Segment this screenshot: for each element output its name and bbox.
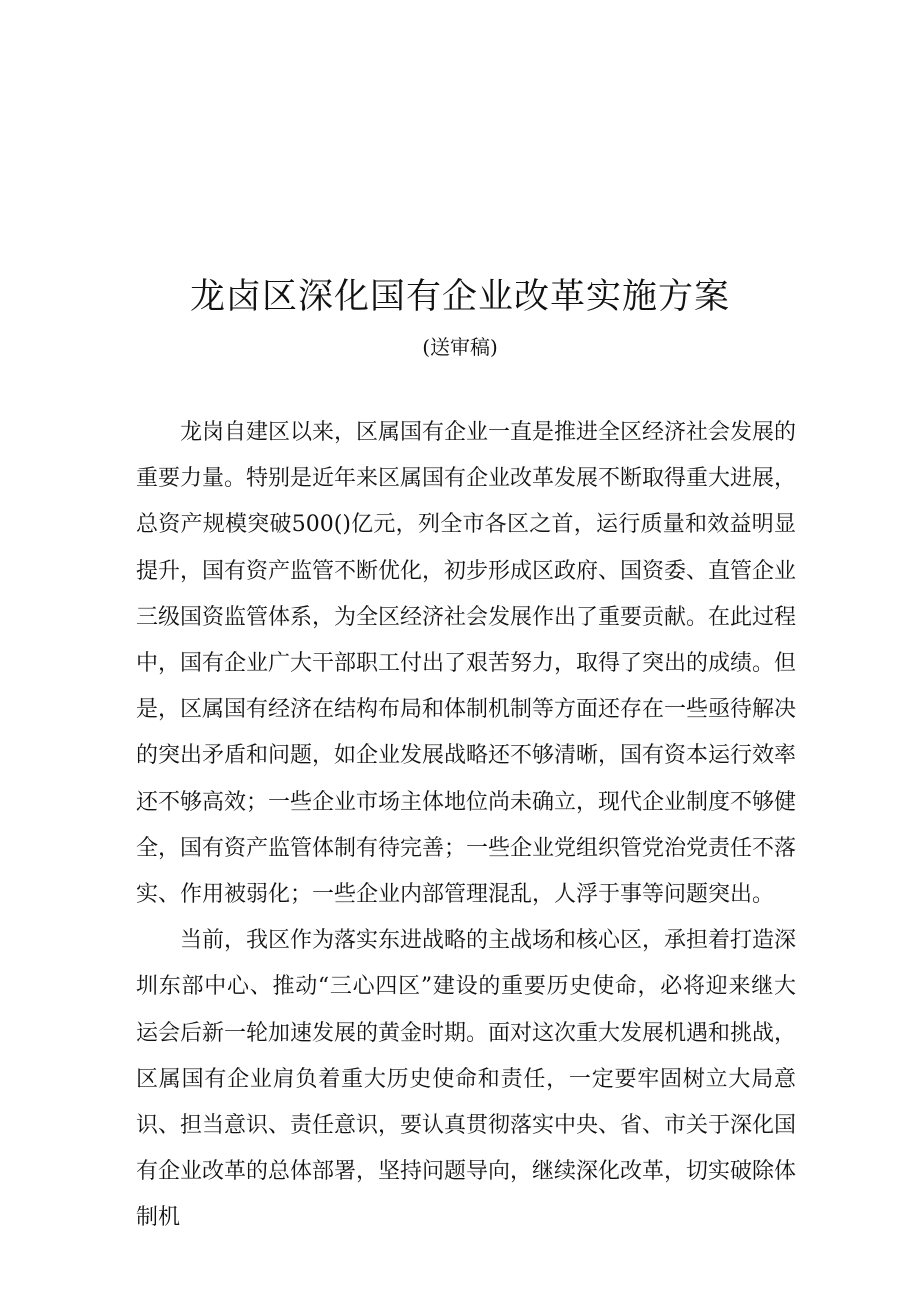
body-paragraph: 当前，我区作为落实东进战略的主战场和核心区，承担着打造深圳东部中心、推动“三心四区”建设的重要历史使命，必将迎来继大运会后新一轮加速发展的黄金时期。面对这次重大发展机遇和挑战，区属国有企业肩负着重大历史使命和责任，一定要牢固树立大局意识、担当意识、责任意识，要认真贯彻落实中央、省、市关于深化国有企业改革的总体部署，坚持问题导向，继续深化改革，切实破除体制机 bbox=[136, 928, 797, 1231]
document-title: 龙卤区深化国有企业改革实施方案 bbox=[189, 277, 730, 317]
body-paragraph: 龙岗自建区以来，区属国有企业一直是推进全区经济社会发展的重要力量。特别是近年来区属国有企业改革发展不断取得重大进展，总资产规模突破500()亿元，列全市各区之首，运行质量和效益明显提升，国有资产监管不断优化，初步形成区政府、国资委、直管企业三级国资监管体系，为全区经济社会发展作出了重要贡献。在此过程中，国有企业广大干部职工付出了艰苦努力，取得了突出的成绩。但是，区属国有经济在结构布局和体制机制等方面还存在一些亟待解决的突出矛盾和问题，如企业发展战略还不够清晰，国有资本运行效率还不够高效；一些企业市场主体地位尚未确立，现代企业制度不够健全，国有资产监管体制有待完善；一些企业党组织管党治党责任不落实、作用被弱化；一些企业内部管理混乱，人浮于事等问题突出。 bbox=[136, 420, 797, 908]
document-subtitle: (送审稿) bbox=[422, 335, 498, 359]
document-body bbox=[136, 410, 796, 1242]
